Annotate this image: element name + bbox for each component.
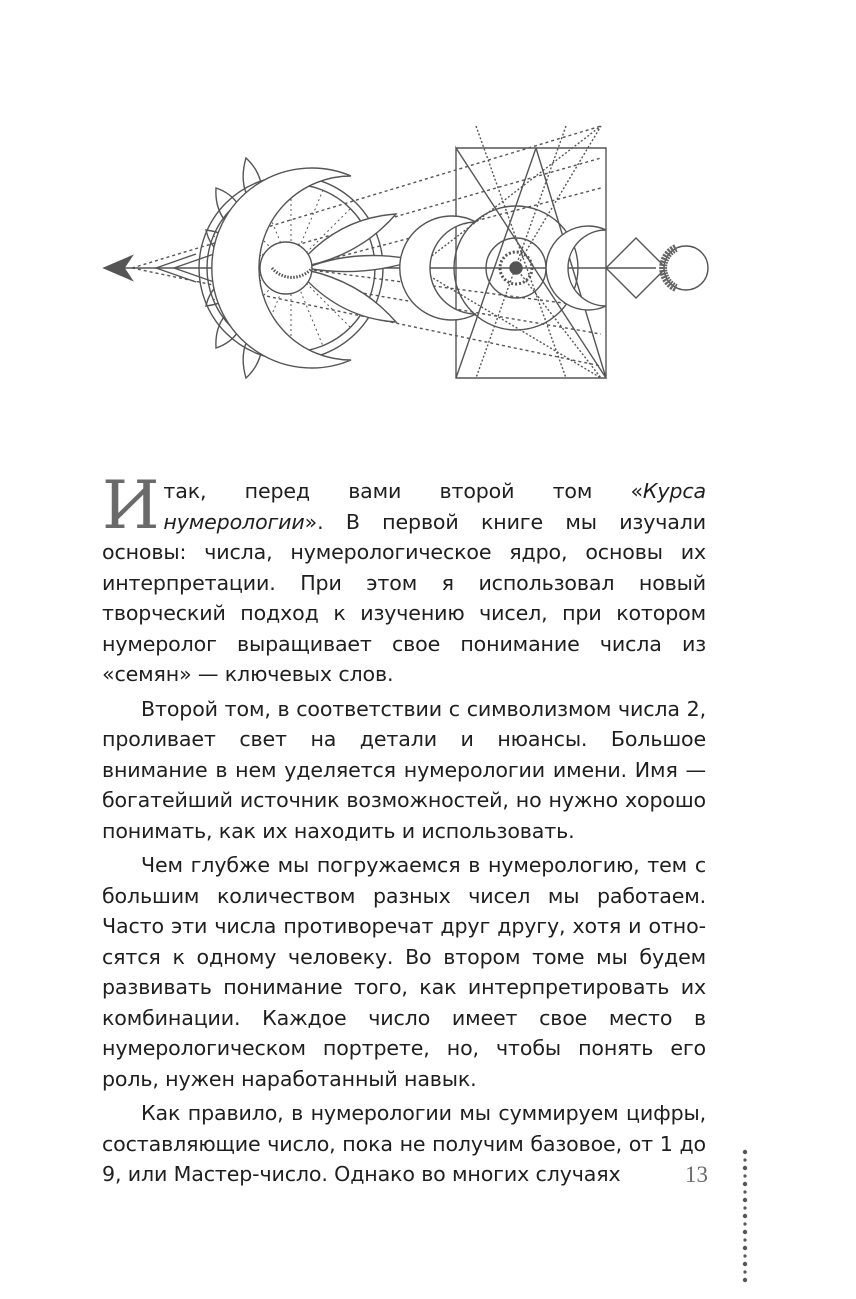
drop-cap: И [102, 467, 160, 544]
prism-triangles [456, 148, 606, 378]
paragraph-1-lead: так, перед вами второй том « [163, 479, 643, 503]
celestial-illustration [96, 118, 716, 390]
paragraph-4: Как правило, в нумерологии мы суммируем цифры, составляющие число, пока не получим базовое, от 1 до 9, или Мастер-число. Однако во многих случаях [102, 1101, 706, 1186]
edge-dotted-ornament [738, 1148, 752, 1288]
body-text [102, 467, 706, 1190]
paragraph-1-tail: ». В первой книге мы изучали основы: числа, нумерологическое ядро, основы их интерпретации. При этом я использовал новый творческий подход к изучению чисел, при котором нумеролог выращивает свое понимание числа из «семян» — ключевых слов. [102, 509, 706, 686]
page-number: 13 [685, 1162, 708, 1187]
book-title-italic: Курса нумерологии [163, 479, 706, 534]
paragraph-2: Второй том, в соответствии с символизмом числа 2, проливает свет на детали и нюансы. Большое внимание в нем уделяется нумерологии имени. Имя — богатейший источник возможностей, но нужно хорошо понимать, как их находить и использовать. [102, 696, 706, 843]
sun-center-sphere [260, 242, 312, 294]
paragraph-1 [102, 467, 706, 690]
star-lines [416, 126, 601, 378]
moon-core [510, 262, 522, 274]
paragraph-3: Чем глубже мы погружаемся в нумерологию, тем с большим количеством разных чисел мы работаем. Часто эти числа противоречат друг другу, хотя и относятся к одному человеку. Во втором томе мы будем развивать понимание того, как интерпретировать их комбинации. Каждое число имеет свое место в нумерологическом портрете, но, чтобы понять его роль, нужен наработанный навык. [102, 853, 706, 1091]
